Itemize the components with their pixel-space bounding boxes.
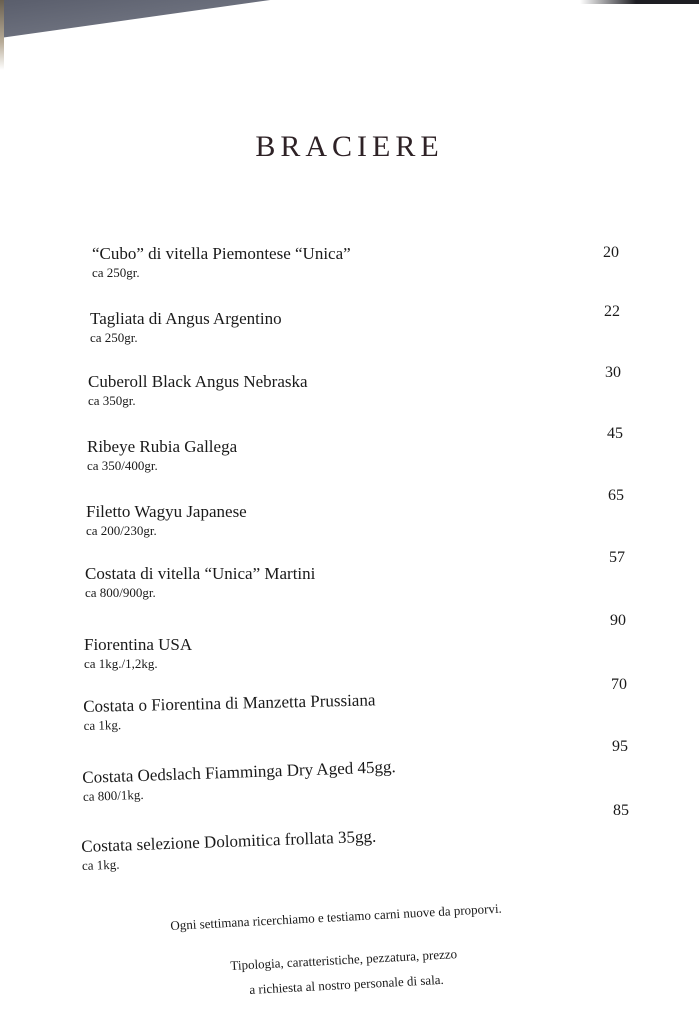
item-price: 90: [610, 612, 626, 629]
item-weight: ca 200/230gr.: [86, 523, 157, 538]
menu-item: [87, 437, 237, 475]
menu-item: [90, 309, 282, 347]
item-price: 45: [607, 425, 623, 442]
item-weight: ca 1kg.: [81, 856, 120, 873]
item-weight: ca 1kg./1,2kg.: [84, 656, 158, 671]
menu-item: [83, 690, 376, 735]
footer-info-line-1: Tipologia, caratteristiche, pezzatura, prezzo: [230, 946, 458, 973]
section-title: BRACIERE: [255, 130, 444, 163]
item-price: 30: [605, 364, 621, 381]
menu-item: [88, 372, 308, 410]
item-price: 70: [611, 676, 627, 693]
item-weight: ca 250gr.: [90, 330, 138, 345]
item-name: Costata di vitella “Unica” Martini: [85, 564, 316, 583]
item-weight: ca 800/900gr.: [85, 585, 156, 600]
item-price: 65: [608, 487, 624, 504]
footer-note: Ogni settimana ricerchiamo e testiamo carni nuove da proporvi.: [170, 900, 503, 933]
item-weight: ca 350/400gr.: [87, 458, 158, 473]
item-weight: ca 250gr.: [92, 265, 140, 280]
item-weight: ca 350gr.: [88, 393, 136, 408]
item-name: Cuberoll Black Angus Nebraska: [88, 372, 308, 391]
item-price: 57: [609, 549, 625, 566]
item-price: 22: [604, 303, 620, 320]
item-name: Tagliata di Angus Argentino: [90, 309, 282, 328]
menu-item: [92, 244, 351, 282]
item-name: Costata selezione Dolomitica frollata 35gg.: [81, 826, 377, 856]
menu-item: [85, 564, 315, 602]
item-name: “Cubo” di vitella Piemontese “Unica”: [92, 244, 351, 263]
item-weight: ca 1kg.: [83, 717, 122, 733]
menu-item: [84, 635, 192, 673]
item-name: Costata o Fiorentina di Manzetta Prussiana: [83, 690, 376, 716]
item-price: 85: [613, 802, 629, 819]
item-price: 20: [603, 244, 619, 261]
item-name: Filetto Wagyu Japanese: [86, 502, 247, 521]
footer-info-line-2: a richiesta al nostro personale di sala.: [249, 971, 445, 997]
item-weight: ca 800/1kg.: [82, 786, 144, 804]
item-price: 95: [612, 738, 628, 755]
menu-item: [86, 502, 247, 540]
item-name: Ribeye Rubia Gallega: [87, 437, 238, 456]
item-name: Costata Oedslach Fiamminga Dry Aged 45gg.: [82, 757, 396, 787]
menu-item: [82, 757, 397, 806]
menu-item: [81, 827, 377, 875]
item-name: Fiorentina USA: [84, 635, 193, 654]
